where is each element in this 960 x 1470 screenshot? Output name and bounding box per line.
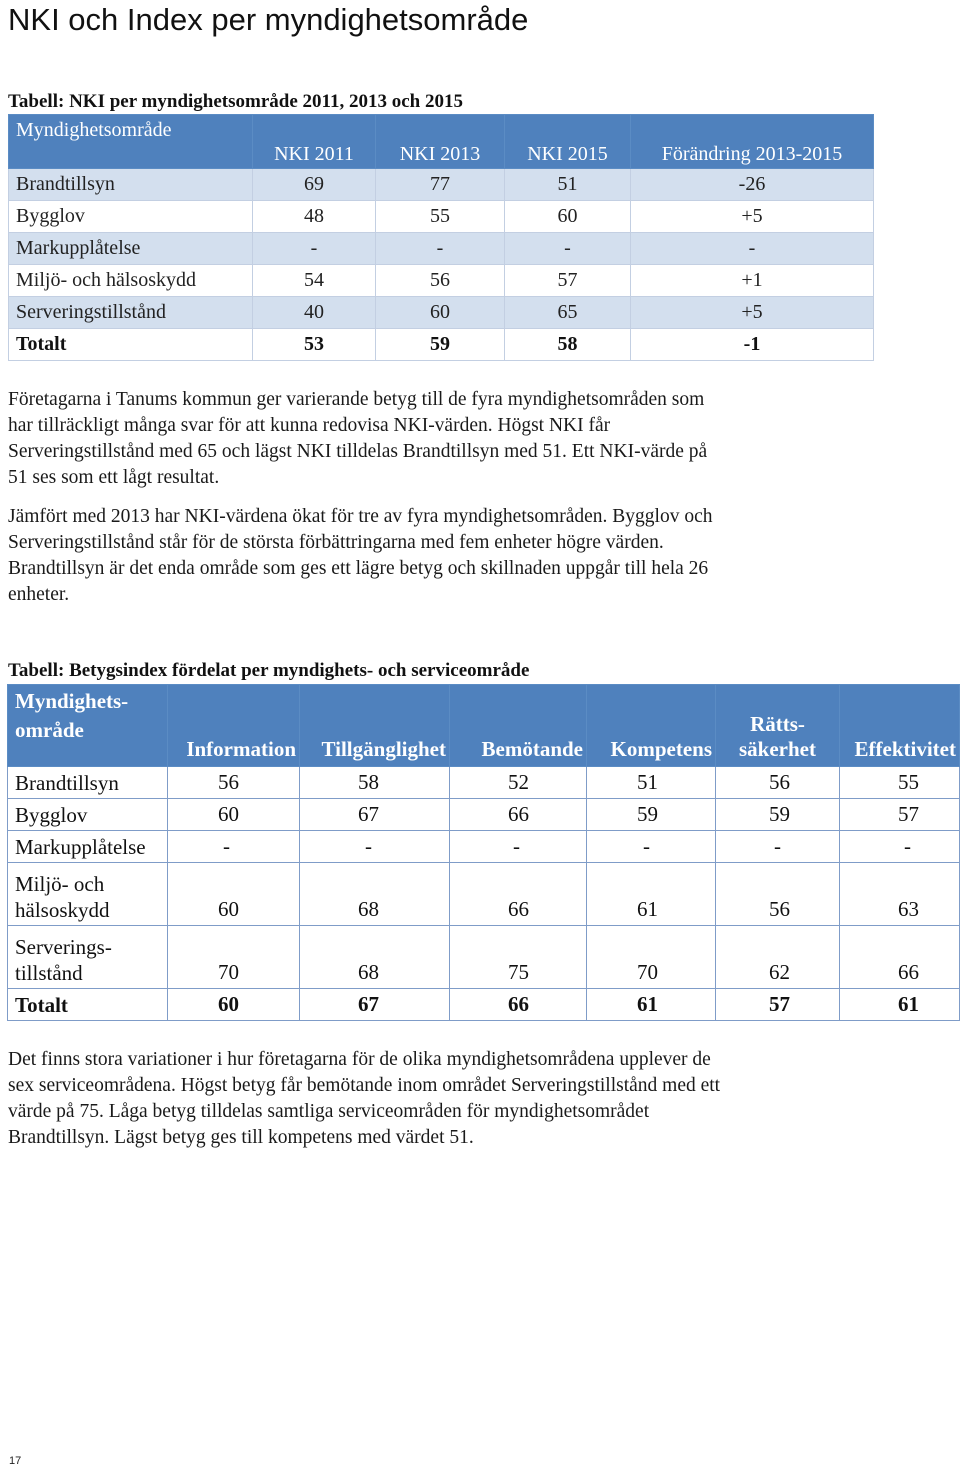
table-cell: 75 [450,926,587,989]
table-row [9,169,874,201]
betygsindex-table [7,684,960,1021]
table-cell: 70 [587,926,716,989]
table-cell: 56 [168,767,300,799]
table-cell: +5 [631,297,874,329]
table-cell: 65 [505,297,631,329]
table-cell: 56 [376,265,505,297]
table-cell: 52 [450,767,587,799]
table-row [9,265,874,297]
row-label: Totalt [8,989,168,1021]
column-header-nki-2013: NKI 2013 [376,115,505,169]
table-cell: - [168,831,300,863]
table-cell: 55 [840,767,960,799]
table-row [8,799,960,831]
table-cell: 77 [376,169,505,201]
paragraph-nki-comparison: Jämfört med 2013 har NKI-värdena ökat för tre av fyra myndighetsområden. Bygglov och Serveringstillstånd står för de största förbättringarna med fem enheter högre värden. Brandtillsyn är det enda område som ges ett lägre betyg och skillnaden uppgår till hela 26 enheter. [8,506,713,605]
header-line: Rätts- [750,712,805,736]
row-label: Totalt [9,329,253,361]
table-cell: 54 [253,265,376,297]
row-label: Bygglov [9,201,253,233]
table-cell: +5 [631,201,874,233]
table-cell: - [716,831,840,863]
table-cell: -1 [631,329,874,361]
table-cell: - [253,233,376,265]
table-cell: 60 [168,989,300,1021]
table-cell: 67 [300,799,450,831]
column-header-myndighetsomrade: Myndighetsområde [9,115,253,169]
table-cell: 53 [253,329,376,361]
paragraph-betygsindex-summary: Det finns stora variationer i hur företagarna för de olika myndighetsområdena upplever de sex serviceområdena. Högst betyg får bemötande inom området Serveringstillstånd med ett värde på 75. Låga betyg tilldelas samtliga serviceområden för myndighetsområdet Brandtillsyn. Lägst betyg ges till kompetens med värdet 51. [8,1049,721,1148]
table-cell: 57 [840,799,960,831]
row-label: Markupplåtelse [9,233,253,265]
column-header-forandring: Förändring 2013-2015 [631,115,874,169]
column-header-information: Information [168,685,300,767]
row-label: Miljö- och hälsoskydd [9,265,253,297]
table2-caption: Tabell: Betygsindex fördelat per myndighets- och serviceområde [8,660,530,681]
row-label [8,863,168,926]
table-cell: - [631,233,874,265]
row-label-line: Serverings- [15,935,112,959]
header-line: Myndighets- [15,689,129,713]
table-cell: - [300,831,450,863]
table-cell: 51 [587,767,716,799]
row-label: Serveringstillstånd [9,297,253,329]
table-cell: 60 [168,799,300,831]
table-row [9,297,874,329]
row-label [8,926,168,989]
table-row [8,767,960,799]
table-cell: 60 [505,201,631,233]
row-label: Bygglov [8,799,168,831]
table-cell: 51 [505,169,631,201]
table-cell: 57 [505,265,631,297]
table-cell: 40 [253,297,376,329]
table-cell: 60 [168,863,300,926]
table-cell: - [450,831,587,863]
column-header-effektivitet: Effektivitet [840,685,960,767]
table-cell: 61 [840,989,960,1021]
table-cell: 61 [587,863,716,926]
nki-table [8,114,874,361]
table-cell: -26 [631,169,874,201]
table-cell: 59 [376,329,505,361]
table-cell: 55 [376,201,505,233]
table-cell: 66 [450,863,587,926]
table-row [9,233,874,265]
row-label-line: hälsoskydd [15,898,110,922]
table-cell: 60 [376,297,505,329]
table-cell: 59 [587,799,716,831]
table-row-total [9,329,874,361]
table-row [8,863,960,926]
column-header-myndighetsomrade [8,685,168,767]
table-cell: +1 [631,265,874,297]
table-cell: 66 [450,799,587,831]
table-cell: 58 [505,329,631,361]
table-cell: - [587,831,716,863]
table-row [8,831,960,863]
table-cell: 48 [253,201,376,233]
table-cell: 61 [587,989,716,1021]
paragraph-nki-summary: Företagarna i Tanums kommun ger varierande betyg till de fyra myndighetsområden som har tillräckligt många svar för att kunna redovisa NKI-värden. Högst NKI får Serveringstillstånd med 65 och lägst NKI tilldelas Brandtillsyn med 51. Ett NKI-värde på 51 ses som ett lågt resultat. [8,389,708,488]
nki-table-header-row [9,115,874,169]
row-label: Brandtillsyn [8,767,168,799]
table-cell: - [840,831,960,863]
row-label: Brandtillsyn [9,169,253,201]
column-header-rattssakerhet [716,685,840,767]
table1-caption: Tabell: NKI per myndighetsområde 2011, 2013 och 2015 [8,91,463,112]
table-cell: 66 [450,989,587,1021]
table-cell: 59 [716,799,840,831]
table-cell: 68 [300,863,450,926]
column-header-kompetens: Kompetens [587,685,716,767]
column-header-tillganglighet: Tillgänglighet [300,685,450,767]
table-cell: 66 [840,926,960,989]
table-cell: 67 [300,989,450,1021]
table-cell: 56 [716,767,840,799]
table-row [8,926,960,989]
header-line: säkerhet [739,737,816,761]
table-cell: 69 [253,169,376,201]
row-label-line: tillstånd [15,961,83,985]
column-header-nki-2015: NKI 2015 [505,115,631,169]
table-cell: 56 [716,863,840,926]
table-cell: 62 [716,926,840,989]
table-cell: - [505,233,631,265]
page-title: NKI och Index per myndighetsområde [8,2,529,37]
page-number: 17 [9,1455,22,1467]
table-cell: 57 [716,989,840,1021]
betygsindex-header-row [8,685,960,767]
table-cell: 63 [840,863,960,926]
table-cell: 68 [300,926,450,989]
column-header-nki-2011: NKI 2011 [253,115,376,169]
column-header-bemotande: Bemötande [450,685,587,767]
table-row [9,201,874,233]
table-cell: - [376,233,505,265]
row-label: Markupplåtelse [8,831,168,863]
row-label-line: Miljö- och [15,872,105,896]
header-line: område [15,718,84,742]
table-cell: 58 [300,767,450,799]
table-row-total [8,989,960,1021]
table-cell: 70 [168,926,300,989]
